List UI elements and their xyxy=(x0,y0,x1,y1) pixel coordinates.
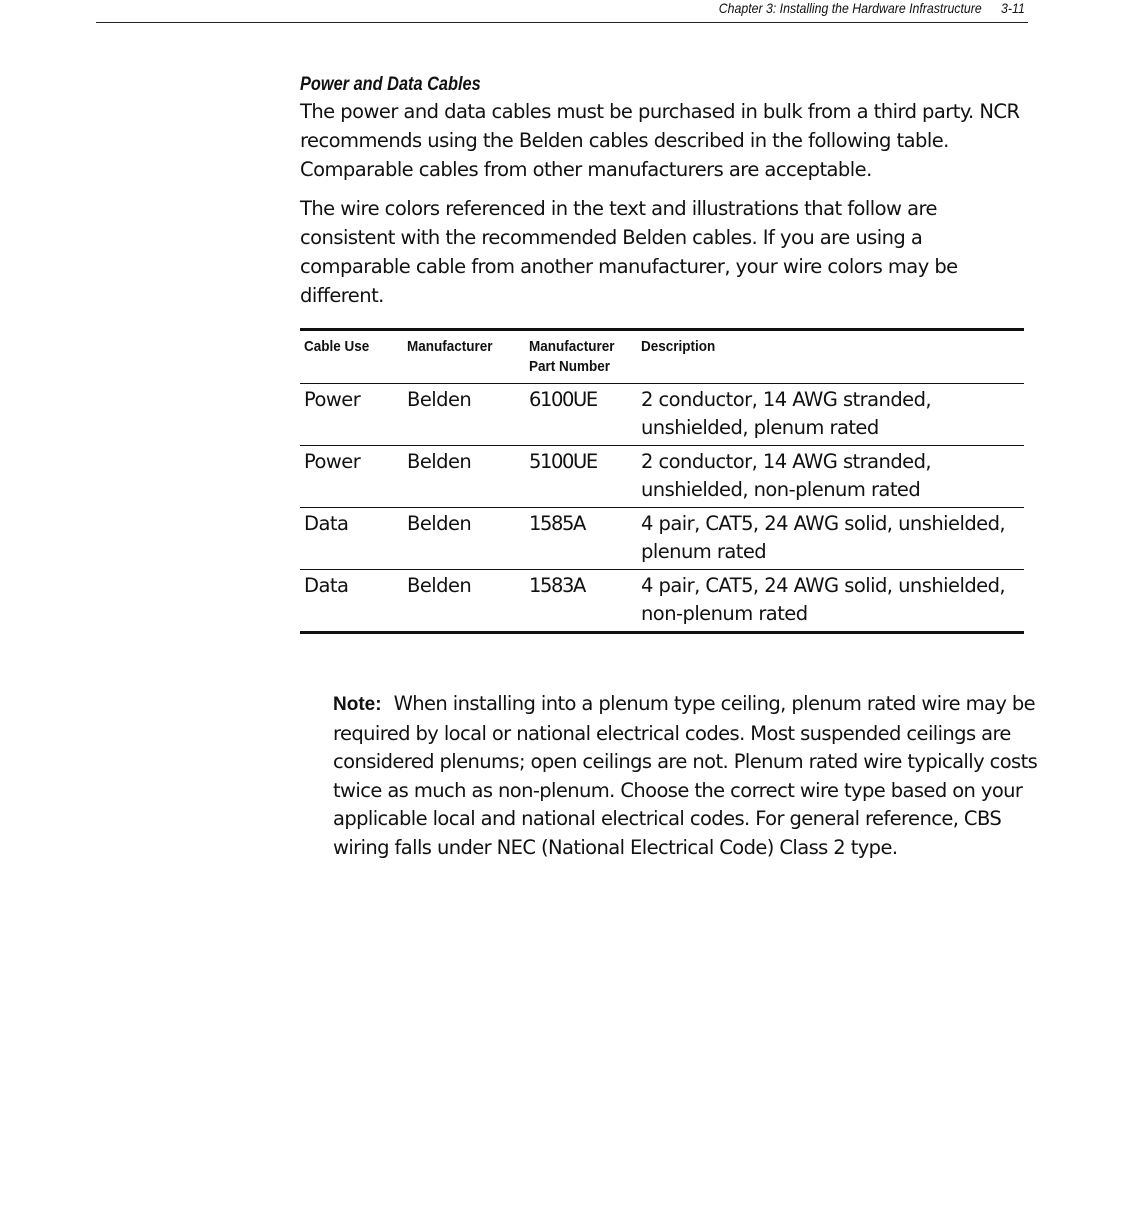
cell-cable-use: Data xyxy=(304,574,349,597)
page-number: 3-11 xyxy=(1001,0,1025,16)
table-row xyxy=(300,384,1024,446)
cell-part-number: 1583A xyxy=(529,574,585,597)
running-header xyxy=(719,0,1025,16)
table-row xyxy=(300,508,1024,570)
main-content xyxy=(300,72,1024,634)
cell-part-number: 6100UE xyxy=(525,384,637,446)
cell-description: 4 pair, CAT5, 24 AWG solid, unshielded, plenum rated xyxy=(637,508,1024,570)
cell-cable-use: Power xyxy=(300,446,403,508)
header-manufacturer: Manufacturer xyxy=(403,330,525,384)
cable-table xyxy=(300,328,1024,634)
note-text: When installing into a plenum type ceiling, plenum rated wire may be required by local or national electrical codes. Most suspended ceilings are considered plenums; open ceilings are not. Plenum rated wire typically costs twice as much as non-plenum. Choose the correct wire type based on your applicable local and national electrical codes. For general reference, CBS wiring falls under NEC (National Electrical Code) Class 2 type. xyxy=(333,692,1038,859)
cell-description: 2 conductor, 14 AWG stranded, unshielded, plenum rated xyxy=(637,384,1024,446)
cell-description: 4 pair, CAT5, 24 AWG solid, unshielded, non-plenum rated xyxy=(641,574,1006,625)
header-description: Description xyxy=(637,330,1024,384)
table-row xyxy=(300,446,1024,508)
chapter-title: Chapter 3: Installing the Hardware Infrastructure xyxy=(718,0,982,16)
section-title: Power and Data Cables xyxy=(300,74,481,95)
page-header xyxy=(96,0,1028,23)
wire-colors-paragraph: The wire colors referenced in the text and illustrations that follow are consistent with the recommended Belden cables. If you are using a comparable cable from another manufacturer, your wire colors may be different. xyxy=(300,197,958,307)
header-cable-use: Cable Use xyxy=(300,330,403,384)
table-header-row xyxy=(300,330,1024,384)
cell-part-number: 1585A xyxy=(525,508,637,570)
table-row xyxy=(300,570,1024,633)
cell-manufacturer: Belden xyxy=(403,384,525,446)
cell-cable-use: Data xyxy=(300,508,403,570)
cell-part-number: 5100UE xyxy=(525,446,637,508)
intro-paragraph: The power and data cables must be purchased in bulk from a third party. NCR recommends using the Belden cables described in the following table. Comparable cables from other manufacturers are acceptable. xyxy=(300,100,1020,181)
cell-cable-use: Power xyxy=(300,384,403,446)
cell-manufacturer: Belden xyxy=(407,574,472,597)
cell-description: 2 conductor, 14 AWG stranded, unshielded, non-plenum rated xyxy=(637,446,1024,508)
header-part-number: Manufacturer Part Number xyxy=(525,330,637,384)
note-label: Note: xyxy=(333,694,382,715)
cell-manufacturer: Belden xyxy=(403,446,525,508)
cell-manufacturer: Belden xyxy=(403,508,525,570)
note-block xyxy=(333,690,1053,862)
